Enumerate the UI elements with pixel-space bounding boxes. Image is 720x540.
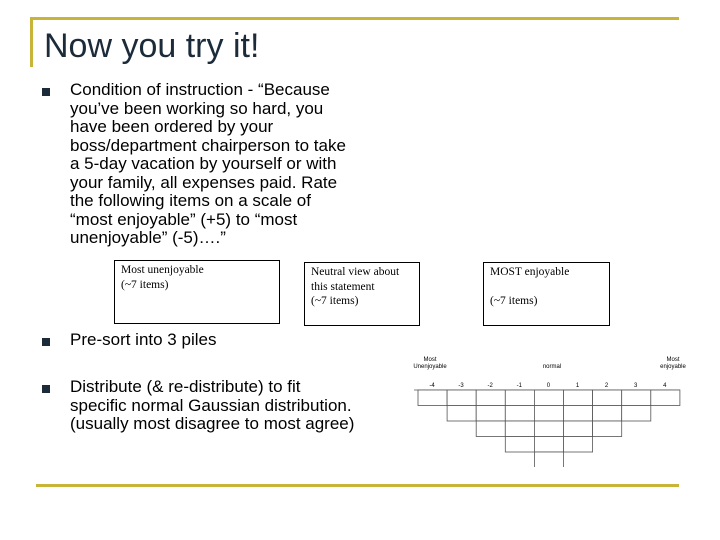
bullet-line: boss/department chairperson to take — [70, 135, 346, 155]
pile-label: MOST enjoyable — [490, 266, 570, 278]
scale-label: 4 — [663, 383, 667, 389]
grid-cell — [593, 421, 622, 437]
top-rule — [30, 17, 679, 20]
slide-title: Now you try it! — [44, 27, 260, 65]
grid-cell — [476, 406, 505, 422]
pile-box-neutral — [304, 262, 420, 326]
grid-cell — [476, 421, 505, 437]
pile-count: (~7 items) — [121, 278, 169, 291]
grid-cell — [564, 406, 593, 422]
pile-label-2: this statement — [311, 280, 375, 293]
bullet-line: your family, all expenses paid. Rate — [70, 172, 338, 192]
scale-label: 0 — [546, 383, 551, 389]
bullet-square-icon — [42, 385, 50, 393]
grid-cell — [534, 452, 563, 467]
bullet-line: unenjoyable” (-5)….” — [70, 228, 226, 247]
bullet-presort — [70, 331, 216, 350]
scale-label: -4 — [429, 383, 435, 389]
bullet-line: Pre-sort into 3 piles — [70, 330, 217, 349]
grid-cell — [593, 406, 622, 422]
grid-cell — [622, 406, 651, 422]
scale-label: -3 — [458, 383, 464, 389]
scale-label: -1 — [516, 383, 522, 389]
grid-cell — [447, 406, 476, 422]
left-label-line2: Unenjoyable — [413, 364, 447, 370]
bullet-line: the following items on a scale of — [70, 191, 311, 210]
bullet-instruction — [70, 81, 346, 248]
grid-cell — [505, 437, 534, 453]
grid-cell — [593, 390, 622, 406]
grid-cell — [476, 390, 505, 406]
grid-cell — [505, 390, 534, 406]
scale-label: 1 — [575, 383, 580, 389]
pile-label: Most unenjoyable — [121, 264, 204, 276]
grid-cell — [622, 390, 651, 406]
pile-count: (~7 items) — [490, 294, 538, 307]
bullet-line: you’ve been working so hard, you — [70, 98, 324, 118]
bullet-line: (usually most disagree to most agree) — [70, 414, 355, 433]
bullet-square-icon — [42, 338, 50, 346]
center-label: normal — [542, 364, 562, 370]
grid-cell — [534, 437, 563, 453]
grid-cell — [505, 406, 534, 422]
bullet-line: have been ordered by your — [70, 117, 274, 136]
grid-cell — [534, 406, 563, 422]
pile-label: Neutral view about — [311, 266, 400, 278]
grid-cell — [534, 390, 563, 406]
grid-cell — [564, 421, 593, 437]
scale-label: 2 — [604, 383, 609, 389]
pile-box-enjoyable — [483, 262, 610, 326]
bullet-line: specific normal Gaussian distribution. — [70, 395, 352, 415]
pile-box-unenjoyable — [114, 260, 280, 324]
grid-cell — [447, 390, 476, 406]
grid-cell — [505, 421, 534, 437]
bullet-line: “most enjoyable” (+5) to “most — [70, 209, 298, 229]
grid-cell — [534, 421, 563, 437]
grid-cell — [651, 390, 680, 406]
grid-cell — [564, 437, 593, 453]
scale-label: 3 — [634, 383, 638, 389]
bullet-line: Distribute (& re-distribute) to fit — [70, 377, 301, 396]
bullet-line: a 5-day vacation by yourself or with — [70, 154, 337, 173]
bottom-rule — [36, 484, 679, 487]
left-rule — [30, 17, 33, 67]
scale-label: -2 — [487, 383, 493, 389]
left-label-line1: Most — [423, 357, 437, 363]
pile-count: (~7 items) — [311, 295, 359, 307]
right-label-line2: enjoyable — [660, 364, 686, 370]
grid-cell — [418, 390, 447, 406]
bullet-line: Condition of instruction - “Because — [70, 80, 330, 99]
bullet-square-icon — [42, 88, 50, 96]
right-label-line1: Most — [666, 357, 680, 363]
bullet-distribute — [70, 378, 354, 434]
grid-cell — [564, 390, 593, 406]
q-sort-distribution-grid — [410, 355, 695, 467]
